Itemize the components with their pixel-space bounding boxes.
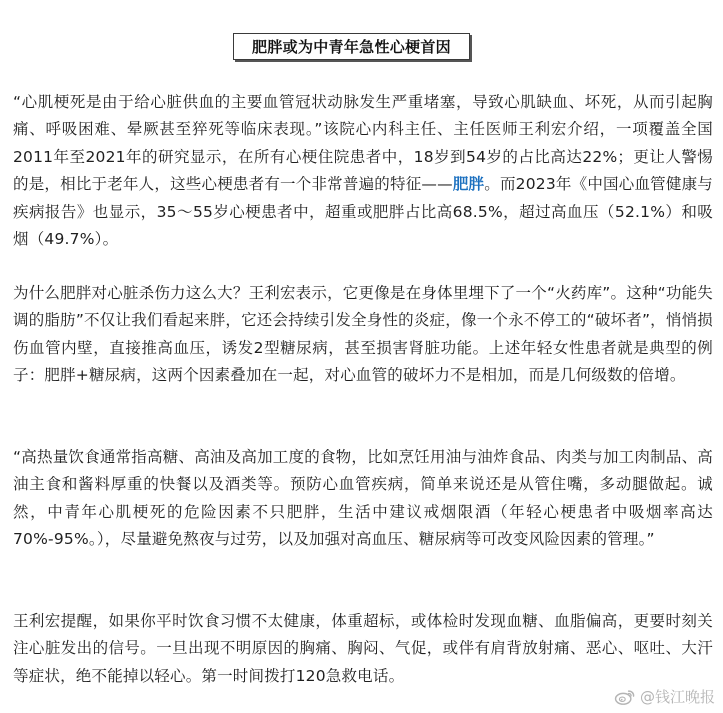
article-title: 肥胖或为中青年急性心梗首因 xyxy=(252,38,451,56)
paragraph-1-text-a: “心肌梗死是由于给心脏供血的主要血管冠状动脉发生严重堵塞，导致心肌缺血、坏死，从而引起胸痛、呼吸困难、晕厥甚至猝死等临床表现。”该院心内科主任、主任医师王利宏介绍，一项覆盖全国2011年至2021年的研究显示，在所有心梗住院患者中，18岁到54岁的占比高达22%；更让人警惕的是，相比于老年人，这些心梗患者有一个非常普遍的特征—— xyxy=(13,93,713,194)
watermark xyxy=(614,686,715,707)
paragraph-2: 为什么肥胖对心脏杀伤力这么大？王利宏表示，它更像是在身体里埋下了一个“火药库”。这种“功能失调的脂肪”不仅让我们看起来胖，它还会持续引发全身性的炎症，像一个永不停工的“破坏者”，悄悄损伤血管内壁，直接推高血压，诱发2型糖尿病，甚至损害肾脏功能。上述年轻女性患者就是典型的例子：肥胖+糖尿病，这两个因素叠加在一起，对心血管的破坏力不是相加，而是几何级数的倍增。 xyxy=(13,284,713,385)
watermark-text: @钱江晚报 xyxy=(639,688,715,706)
article-title-box xyxy=(233,33,470,60)
keyword-highlight: 肥胖 xyxy=(452,175,485,194)
paragraph-3: “高热量饮食通常指高糖、高油及高加工度的食物，比如烹饪用油与油炸食品、肉类与加工肉制品、高油主食和酱料厚重的快餐以及酒类等。预防心血管疾病，简单来说还是从管住嘴，多动腿做起。诚然，中青年心肌梗死的危险因素不只肥胖，生活中建议戒烟限酒（年轻心梗患者中吸烟率高达 70%-95%。），尽量避免熬夜与过劳，以及加强对高血压、糖尿病等可改变风险因素的管理。” xyxy=(13,448,713,549)
weibo-icon xyxy=(614,688,636,706)
paragraph-1 xyxy=(13,89,713,253)
paragraph-1-text-b: 。而2023年《中国心血管健康与疾病报告》也显示，35～55岁心梗患者中，超重或肥胖占比高68.5%，超过高血压（52.1%）和吸烟（49.7%）。 xyxy=(13,175,713,249)
paragraph-4: 王利宏提醒，如果你平时饮食习惯不太健康，体重超标，或体检时发现血糖、血脂偏高，更要时刻关注心脏发出的信号。一旦出现不明原因的胸痛、胸闷、气促，或伴有肩背放射痛、恶心、呕吐、大汗等症状，绝不能掉以轻心。第一时间拨打120急救电话。 xyxy=(13,612,713,685)
